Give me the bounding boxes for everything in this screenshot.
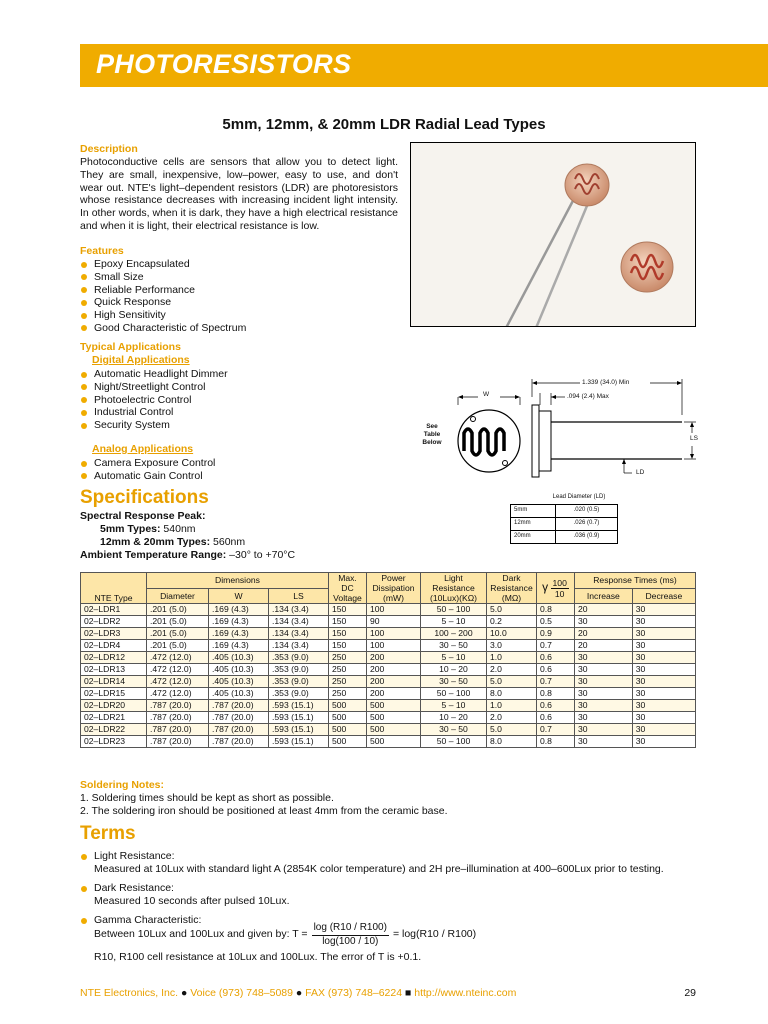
table-row: 02–LDR21 .787 (20.0) .787 (20.0) .593 (15.1) 500 500 10 – 20 2.0 0.6 30 30 — [81, 712, 696, 724]
term-dark-resistance: Dark Resistance: Measured 10 seconds after pulsed 10Lux. — [80, 882, 696, 908]
gamma-note: R10, R100 cell resistance at 10Lux and 100Lux. The error of T is +0.1. — [94, 951, 422, 963]
th-power-dissipation: Power Dissipation (mW) — [367, 573, 421, 604]
table-row: 02–LDR22 .787 (20.0) .787 (20.0) .593 (15.1) 500 500 30 – 50 5.0 0.7 30 30 — [81, 724, 696, 736]
description-text: Photoconductive cells are sensors that allow you to detect light. They are small, inexpensive, low–power, easy to use, and don't wear out. NTE's light–dependent resistors (LDR) are photoresistors whose resistance decreases with increasing incident light intensity. In other words, when it is dark, they have a high electrical resistance and when it is light, their electrical resistance is low. — [80, 156, 398, 232]
gamma-formula: Between 10Lux and 100Lux and given by: T = $\frac{\log (R10 / R100)}{\log(100 / 10)}$ = log(R10 / R100) — [94, 922, 477, 947]
table-row: 02–LDR2 .201 (5.0) .169 (4.3) .134 (3.4) 150 90 5 – 10 0.2 0.5 30 30 — [81, 616, 696, 628]
page-title: PHOTORESISTORS — [96, 49, 352, 79]
lead-diameter-row: 20mm .036 (0.9) — [511, 531, 618, 544]
table-row: 02–LDR13 .472 (12.0) .405 (10.3) .353 (9.0) 250 200 10 – 20 2.0 0.6 30 30 — [81, 664, 696, 676]
spectral-peak-12mm: 12mm & 20mm Types: 560nm — [100, 536, 246, 548]
spectral-peak-label: Spectral Response Peak: — [80, 510, 206, 522]
term-gamma: Gamma Characteristic: — [80, 914, 696, 927]
th-ls: LS — [269, 588, 329, 604]
soldering-note: 2. The soldering iron should be positioned at least 4mm from the ceramic base. — [80, 805, 448, 817]
th-w: W — [209, 588, 269, 604]
digital-application-item: Night/Streetlight Control — [80, 381, 400, 394]
lead-diameter-table — [510, 504, 618, 544]
lead-diameter-row: 5mm .020 (0.5) — [511, 505, 618, 518]
title-banner — [80, 44, 768, 87]
feature-item: Quick Response — [80, 296, 400, 309]
th-gamma: γ $\frac{100}{10}$ — [537, 573, 575, 604]
table-row: 02–LDR14 .472 (12.0) .405 (10.3) .353 (9.0) 250 200 30 – 50 5.0 0.7 30 30 — [81, 676, 696, 688]
feature-item: Good Characteristic of Spectrum — [80, 322, 400, 335]
max-length-label: .094 (2.4) Max — [567, 393, 609, 400]
ls-dimension-label: LS — [690, 435, 698, 442]
ambient-temperature: Ambient Temperature Range: –30° to +70°C — [80, 549, 296, 561]
analog-application-item: Camera Exposure Control — [80, 457, 400, 470]
see-table-note: See Table Below — [422, 423, 442, 446]
photoresistor-photo-icon — [411, 143, 696, 327]
term-light-resistance: Light Resistance: Measured at 10Lux with standard light A (2854K color temperature) and 2H pre–illumination at 400–600Lux prior to testing. — [80, 850, 696, 876]
table-row: 02–LDR1 .201 (5.0) .169 (4.3) .134 (3.4) 150 100 50 – 100 5.0 0.8 20 30 — [81, 604, 696, 616]
digital-application-item: Photoelectric Control — [80, 394, 400, 407]
th-light-resistance: Light Resistance (10Lux)(KΩ) — [421, 573, 487, 604]
dimension-diagram — [420, 375, 710, 490]
th-increase: Increase — [575, 588, 633, 604]
specifications-heading: Specifications — [80, 487, 209, 508]
soldering-notes-heading: Soldering Notes: — [80, 779, 165, 791]
table-row: 02–LDR12 .472 (12.0) .405 (10.3) .353 (9.0) 250 200 5 – 10 1.0 0.6 30 30 — [81, 652, 696, 664]
typical-applications-heading: Typical Applications — [80, 341, 181, 353]
th-response-times: Response Times (ms) — [575, 573, 696, 589]
feature-item: Small Size — [80, 271, 400, 284]
table-row: 02–LDR4 .201 (5.0) .169 (4.3) .134 (3.4) 150 100 30 – 50 3.0 0.7 20 30 — [81, 640, 696, 652]
analog-applications-list — [80, 457, 400, 483]
th-dark-resistance: Dark Resistance (MΩ) — [487, 573, 537, 604]
analog-applications-heading: Analog Applications — [92, 443, 194, 455]
lead-diameter-table-wrap — [510, 491, 618, 544]
digital-application-item: Automatic Headlight Dimmer — [80, 368, 400, 381]
footer-website-link[interactable]: http://www.nteinc.com — [414, 987, 517, 999]
specifications-table-body — [81, 604, 696, 748]
product-photo — [410, 142, 696, 327]
specifications-table — [80, 572, 696, 748]
th-dimensions: Dimensions — [147, 573, 329, 589]
table-row: 02–LDR23 .787 (20.0) .787 (20.0) .593 (15.1) 500 500 50 – 100 8.0 0.8 30 30 — [81, 736, 696, 748]
feature-item: Epoxy Encapsulated — [80, 258, 400, 271]
min-length-label: 1.339 (34.0) Min — [582, 379, 630, 386]
w-dimension-label: W — [483, 391, 490, 398]
digital-application-item: Security System — [80, 419, 400, 432]
digital-application-item: Industrial Control — [80, 406, 400, 419]
analog-application-item: Automatic Gain Control — [80, 470, 400, 483]
dimension-drawing-icon — [420, 375, 710, 490]
table-row: 02–LDR15 .472 (12.0) .405 (10.3) .353 (9.0) 250 200 50 – 100 8.0 0.8 30 30 — [81, 688, 696, 700]
th-diameter: Diameter — [147, 588, 209, 604]
table-row: 02–LDR20 .787 (20.0) .787 (20.0) .593 (15.1) 500 500 5 – 10 1.0 0.6 30 30 — [81, 700, 696, 712]
terms-list-dark — [80, 882, 696, 908]
th-decrease: Decrease — [632, 588, 695, 604]
page-number: 29 — [684, 987, 696, 999]
digital-applications-heading: Digital Applications — [92, 354, 190, 366]
features-list — [80, 258, 400, 335]
soldering-note: 1. Soldering times should be kept as short as possible. — [80, 792, 334, 804]
th-max-dc-voltage: Max. DC Voltage — [329, 573, 367, 604]
table-row: 02–LDR3 .201 (5.0) .169 (4.3) .134 (3.4) 150 100 100 – 200 10.0 0.9 20 30 — [81, 628, 696, 640]
feature-item: High Sensitivity — [80, 309, 400, 322]
description-heading: Description — [80, 143, 138, 155]
feature-item: Reliable Performance — [80, 284, 400, 297]
page-subtitle: 5mm, 12mm, & 20mm LDR Radial Lead Types — [222, 116, 546, 133]
terms-list — [80, 850, 696, 876]
footer-contact: NTE Electronics, Inc. ● Voice (973) 748–5089 ● FAX (973) 748–6224 ■ http://www.nteinc.com — [80, 987, 517, 999]
features-heading: Features — [80, 245, 124, 257]
ld-dimension-label: LD — [636, 469, 645, 476]
spectral-peak-5mm: 5mm Types: 540nm — [100, 523, 196, 535]
lead-diameter-row: 12mm .026 (0.7) — [511, 518, 618, 531]
digital-applications-list — [80, 368, 400, 432]
soldering-notes-list — [80, 792, 696, 818]
th-nte-type: NTE Type — [81, 573, 147, 604]
terms-heading: Terms — [80, 823, 136, 844]
lead-diameter-header: Lead Diameter (LD) — [552, 494, 606, 500]
